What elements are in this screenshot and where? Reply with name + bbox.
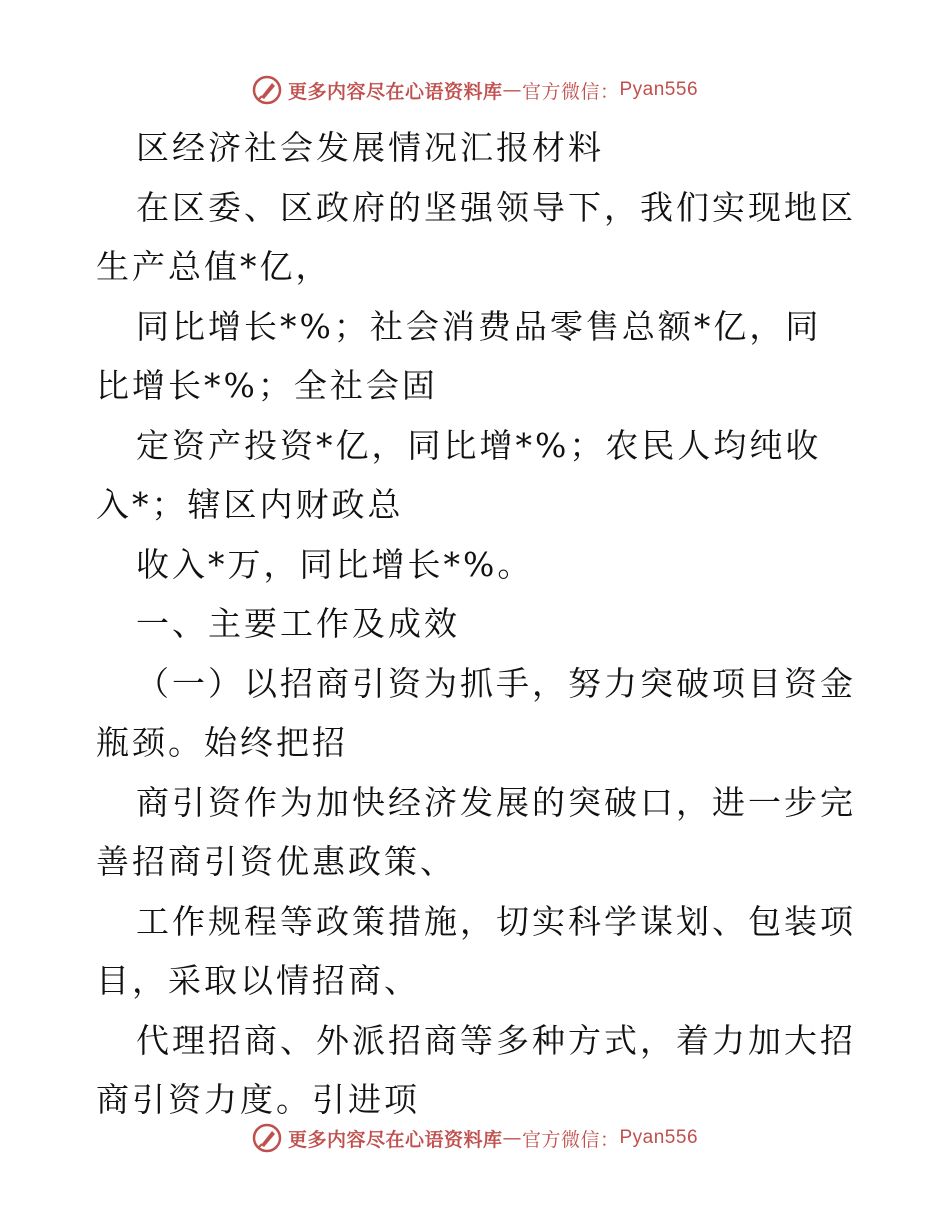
watermark-main-text: 更多内容尽在心语资料库 [287, 1128, 503, 1151]
paragraph: 工作规程等政策措施，切实科学谋划、包装项目，采取以情招商、 [96, 901, 856, 1000]
watermark-dash: — [502, 79, 522, 101]
paragraph: 定资产投资*亿，同比增*%；农民人均纯收入*；辖区内财政总 [96, 425, 822, 524]
watermark-label: 官方微信： [521, 80, 620, 103]
paragraph: 在区委、区政府的坚强领导下，我们实现地区生产总值*亿， [96, 187, 856, 286]
watermark-label: 官方微信： [521, 1128, 620, 1151]
quill-pen-logo-icon [252, 75, 282, 105]
document-title: 区经济社会发展情况汇报材料 [136, 128, 604, 167]
paragraph: （一）以招商引资为抓手，努力突破项目资金瓶颈。始终把招 [96, 663, 856, 762]
section-heading: 一、主要工作及成效 [136, 604, 460, 643]
footer-watermark [0, 1120, 950, 1156]
watermark-id: Pyan556 [619, 1127, 699, 1148]
watermark-main-text: 更多内容尽在心语资料库 [287, 80, 503, 103]
paragraph: 商引资作为加快经济发展的突破口，进一步完善招商引资优惠政策、 [96, 782, 856, 881]
paragraph: 同比增长*%；社会消费品零售总额*亿，同比增长*%；全社会固 [96, 306, 822, 405]
paragraph: 代理招商、外派招商等多种方式，着力加大招商引资力度。引进项 [96, 1020, 856, 1119]
paragraph: 收入*万，同比增长*%。 [136, 544, 534, 584]
watermark-dash: — [502, 1127, 522, 1149]
quill-pen-logo-icon [252, 1123, 282, 1153]
watermark-id: Pyan556 [619, 79, 699, 100]
header-watermark [0, 72, 950, 108]
document-body [96, 118, 856, 1130]
